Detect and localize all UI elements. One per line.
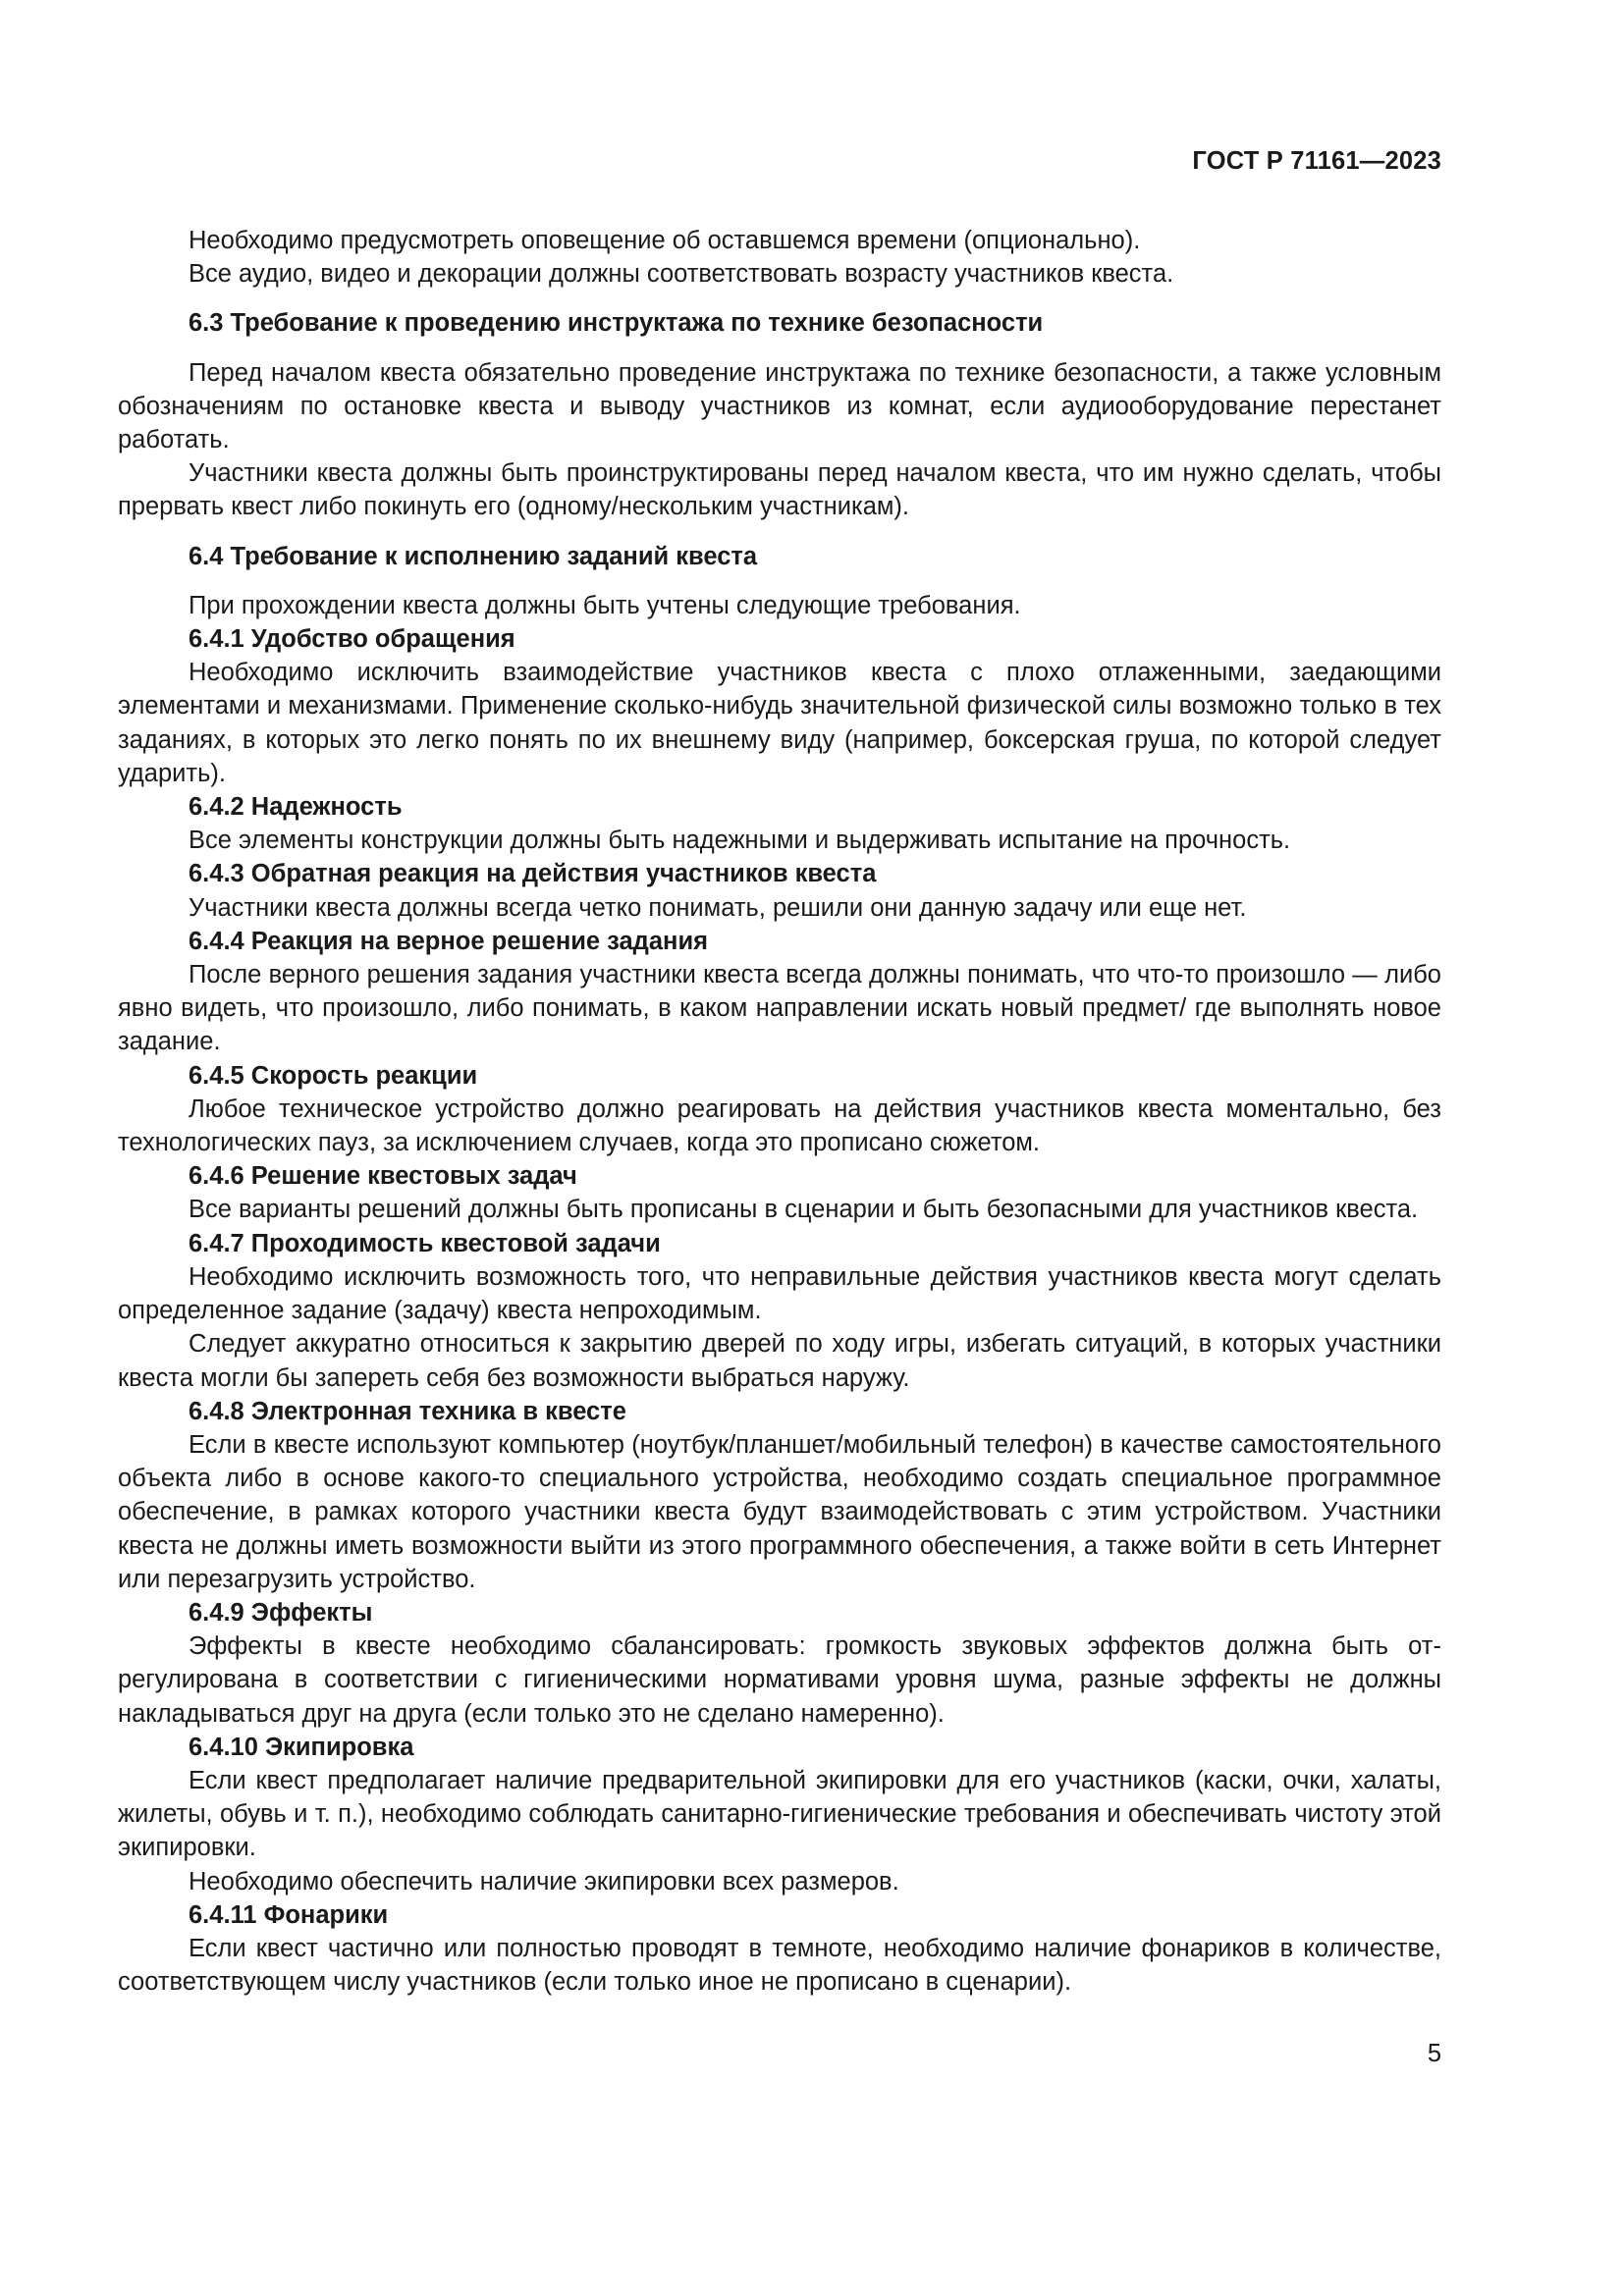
paragraph: Необходимо исключить возможность того, что неправильные действия участников квеста могут сделать определенное задание (задачу) квеста непроходимым. [118, 1262, 1441, 1325]
subsection-heading-6-4-5: 6.4.5 Скорость реакции [189, 1061, 478, 1090]
document-code: ГОСТ Р 71161—2023 [1192, 147, 1441, 175]
paragraph: Все аудио, видео и декорации должны соответствовать возрасту участников квеста. [189, 260, 1174, 289]
page-number: 5 [1427, 2040, 1441, 2067]
section-heading-6-4: 6.4 Требование к исполнению заданий квеста [189, 542, 758, 570]
subsection-heading-6-4-1: 6.4.1 Удобство обращения [189, 625, 515, 654]
paragraph: После верного решения задания участники квеста всегда должны понимать, что что-то произошло — либо явно видеть, что произошло, либо понимать, в каком направлении искать новый предмет/ где выполнять новое задание. [118, 961, 1441, 1056]
paragraph: Все варианты решений должны быть прописаны в сценарии и быть безопасными для участников квеста. [189, 1196, 1419, 1224]
paragraph: Эффекты в квесте необходимо сбалансировать: громкость звуковых эффектов должна быть отрегулирована в соответствии с гигиеническими нормативами уровня шума, разные эффекты не должны накладываться друг на друга (если только это не сделано намеренно). [118, 1632, 1441, 1728]
subsection-heading-6-4-4: 6.4.4 Реакция на верное решение задания [189, 927, 709, 955]
paragraph: Любое техническое устройство должно реагировать на действия участников квеста моментально, без технологических пауз, за исключением случаев, когда это прописано сюжетом. [118, 1095, 1441, 1157]
subsection-heading-6-4-10: 6.4.10 Экипировка [189, 1733, 414, 1761]
paragraph: Если квест частично или полностью проводят в темноте, необходимо наличие фонариков в количестве, соответствующем числу участников (если только иное не прописано в сценарии). [118, 1934, 1441, 1997]
subsection-heading-6-4-9: 6.4.9 Эффекты [189, 1598, 373, 1627]
paragraph: Если в квесте используют компьютер (ноутбук/планшет/мобильный телефон) в качестве самостоятельного объекта либо в основе какого-то специального устройства, необходимо создать специальное программное обеспечение, в рамках которого участники квеста будут взаимодействовать с этим устройством. Участники квеста не должны иметь возможности выйти из этого программного обеспечения, а также войти в сеть Интернет или перезагрузить устройство. [118, 1430, 1441, 1593]
paragraph: Необходимо обеспечить наличие экипировки всех размеров. [189, 1867, 899, 1896]
subsection-heading-6-4-3: 6.4.3 Обратная реакция на действия участников квеста [189, 860, 877, 888]
subsection-heading-6-4-7: 6.4.7 Проходимость квестовой задачи [189, 1229, 661, 1257]
paragraph: Следует аккуратно относиться к закрытию дверей по ходу игры, избегать ситуаций, в которых участники квеста могли бы запереть себя без возможности выбраться наружу. [118, 1330, 1441, 1392]
subsection-heading-6-4-6: 6.4.6 Решение квестовых задач [189, 1162, 577, 1191]
paragraph: Необходимо исключить взаимодействие участников квеста с плохо отлаженными, заедающими элементами и механизмами. Применение сколько-нибудь значительной физической силы возможно только в тех заданиях, в которых это легко понять по их внешнему виду (например, боксерская груша, по которой следует ударить). [118, 659, 1441, 787]
document-body [118, 224, 1441, 1999]
paragraph: Участники квеста должны всегда четко понимать, решили они данную задачу или еще нет. [189, 893, 1247, 922]
paragraph: При прохождении квеста должны быть учтены следующие требования. [189, 591, 1021, 619]
paragraph: Все элементы конструкции должны быть надежными и выдерживать испытание на прочность. [189, 827, 1291, 855]
subsection-heading-6-4-8: 6.4.8 Электронная техника в квесте [189, 1397, 626, 1425]
paragraph: Участники квеста должны быть проинструктированы перед началом квеста, что им нужно сделать, чтобы прервать квест либо покинуть его (одному/нескольким участникам). [118, 459, 1441, 521]
subsection-heading-6-4-11: 6.4.11 Фонарики [189, 1900, 389, 1929]
section-heading-6-3: 6.3 Требование к проведению инструктажа по технике безопасности [189, 309, 1044, 338]
paragraph: Если квест предполагает наличие предварительной экипировки для его участников (каски, очки, халаты, жилеты, обувь и т. п.), необходимо соблюдать санитарно-гигиенические требования и обеспечивать чистоту этой экипировки. [118, 1766, 1441, 1862]
paragraph: Необходимо предусмотреть оповещение об оставшемся времени (опционально). [189, 227, 1141, 254]
subsection-heading-6-4-2: 6.4.2 Надежность [189, 793, 403, 822]
paragraph: Перед началом квеста обязательно проведение инструктажа по технике безопасности, а также условным обозначениям по остановке квеста и выводу участников из комнат, если аудиооборудование перестанет работать. [118, 358, 1441, 454]
